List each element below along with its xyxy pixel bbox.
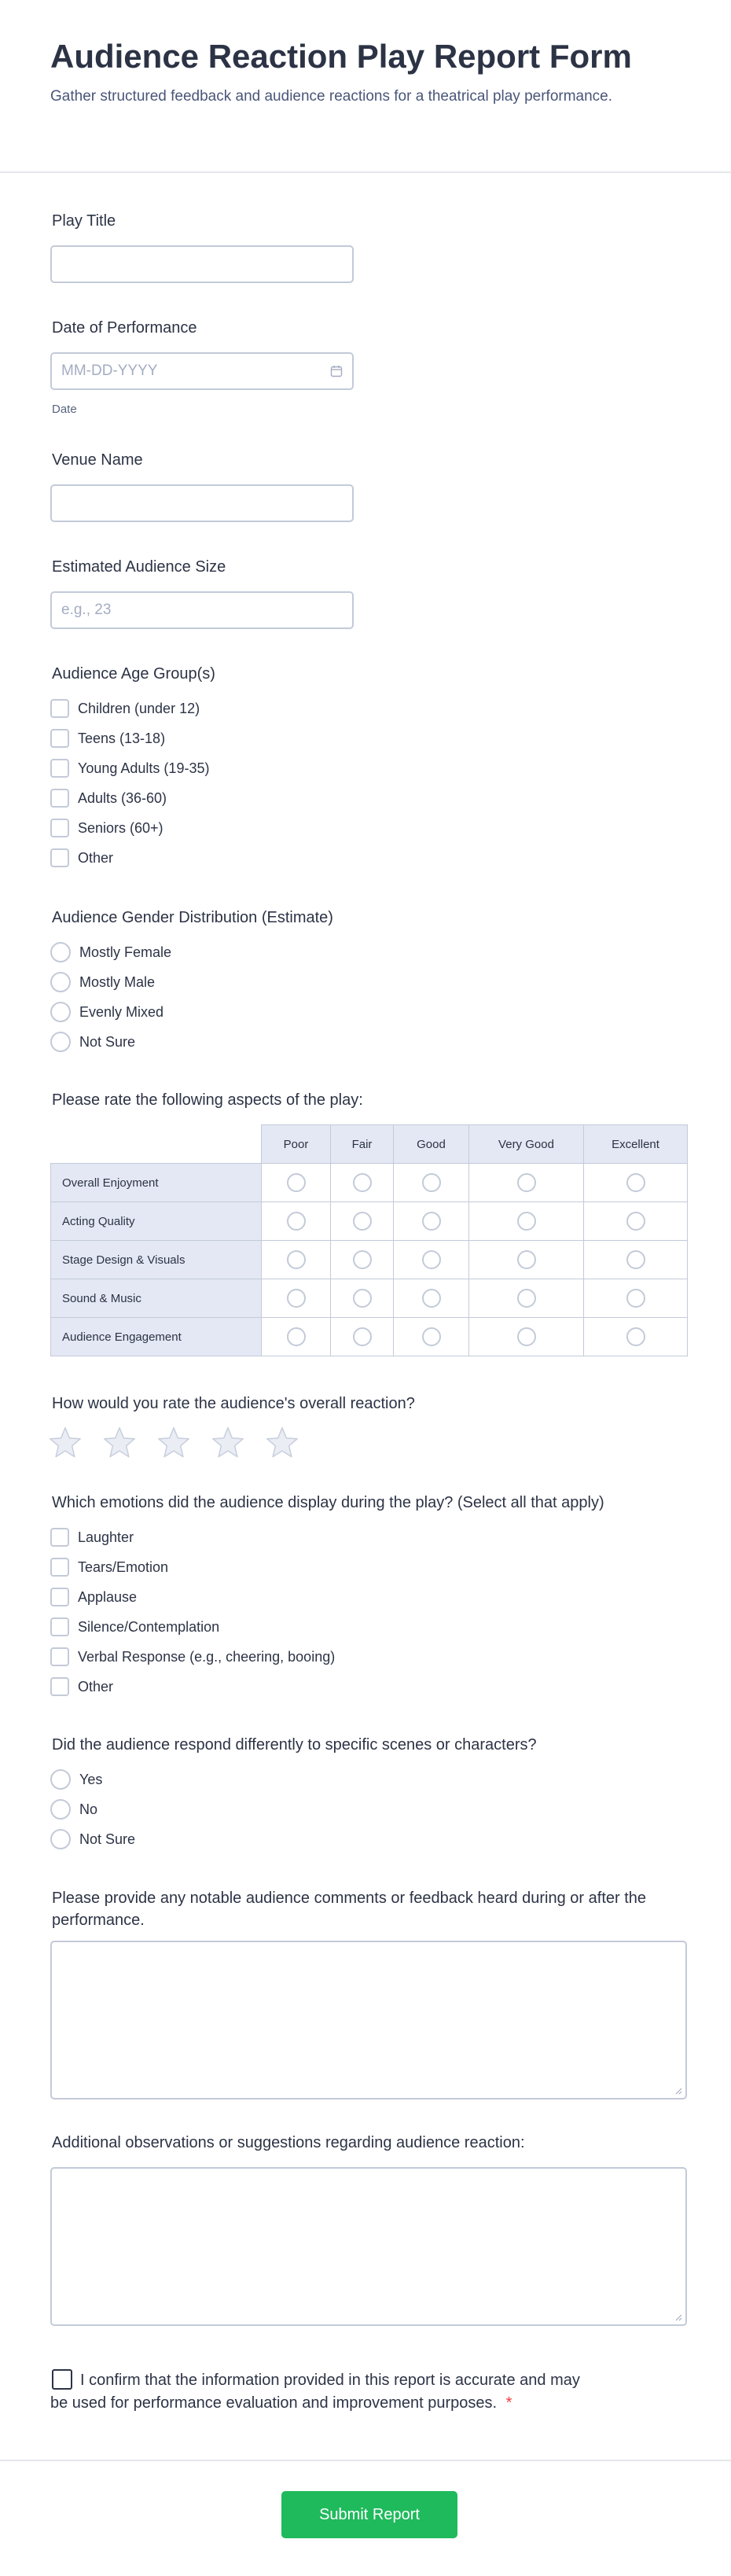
matrix-radio[interactable] <box>517 1250 536 1269</box>
gender-label: Audience Gender Distribution (Estimate) <box>52 909 333 926</box>
date-sublabel: Date <box>52 403 77 416</box>
radio-button[interactable] <box>50 942 71 962</box>
matrix-radio[interactable] <box>287 1250 306 1269</box>
checkbox[interactable] <box>50 729 69 748</box>
radio-button[interactable] <box>50 1769 71 1790</box>
matrix-radio[interactable] <box>626 1250 645 1269</box>
comments-textarea[interactable] <box>50 1941 687 2099</box>
radio-button[interactable] <box>50 1799 71 1820</box>
matrix-radio[interactable] <box>626 1327 645 1346</box>
option-label: Mostly Female <box>79 944 172 960</box>
date-placeholder: MM-DD-YYYY <box>61 362 158 379</box>
matrix-row <box>51 1318 688 1356</box>
matrix-radio[interactable] <box>353 1250 372 1269</box>
gender-option[interactable] <box>50 970 155 994</box>
star-icon[interactable] <box>156 1425 192 1461</box>
emotion-option[interactable] <box>50 1555 168 1579</box>
matrix-column-header: Good <box>394 1125 469 1164</box>
radio-button[interactable] <box>50 1002 71 1022</box>
option-label: Adults (36-60) <box>78 789 167 806</box>
gender-option[interactable] <box>50 940 171 964</box>
option-label: Evenly Mixed <box>79 1003 164 1020</box>
age-groups-label: Audience Age Group(s) <box>52 665 215 683</box>
play-title-label: Play Title <box>52 212 116 230</box>
form-title: Audience Reaction Play Report Form <box>50 38 632 75</box>
option-label: Other <box>78 849 114 866</box>
matrix-radio[interactable] <box>422 1327 441 1346</box>
star-icon[interactable] <box>101 1425 138 1461</box>
emotion-option[interactable] <box>50 1585 137 1609</box>
option-label: Seniors (60+) <box>78 819 163 836</box>
matrix-radio[interactable] <box>517 1173 536 1192</box>
matrix-radio[interactable] <box>422 1212 441 1231</box>
audience-size-label: Estimated Audience Size <box>52 558 226 576</box>
matrix-column-header: Poor <box>262 1125 331 1164</box>
option-label: Mostly Male <box>79 973 156 990</box>
confirm-text-line2 <box>50 2392 512 2415</box>
matrix-radio[interactable] <box>287 1327 306 1346</box>
venue-input[interactable] <box>50 484 354 522</box>
matrix-row-label: Overall Enjoyment <box>51 1164 262 1202</box>
respond-diff-label: Did the audience respond differently to specific scenes or characters? <box>52 1736 537 1754</box>
option-label: No <box>79 1801 98 1817</box>
matrix-column-header: Fair <box>331 1125 394 1164</box>
option-label: Yes <box>79 1771 103 1787</box>
calendar-icon[interactable] <box>330 365 343 377</box>
checkbox[interactable] <box>50 1617 69 1636</box>
matrix-row <box>51 1279 688 1318</box>
confirm-checkbox[interactable] <box>52 2369 72 2390</box>
observations-textarea[interactable] <box>50 2167 687 2326</box>
comments-label: Please provide any notable audience comments or feedback heard during or after the performance. <box>52 1890 647 1929</box>
matrix-corner <box>51 1125 262 1164</box>
star-icon[interactable] <box>210 1425 246 1461</box>
checkbox[interactable] <box>50 1588 69 1606</box>
emotion-option[interactable] <box>50 1525 134 1549</box>
star-icon[interactable] <box>264 1425 300 1461</box>
matrix-row-label: Stage Design & Visuals <box>51 1241 262 1279</box>
matrix-radio[interactable] <box>517 1212 536 1231</box>
gender-option[interactable] <box>50 1030 135 1054</box>
checkbox[interactable] <box>50 699 69 718</box>
matrix-row <box>51 1241 688 1279</box>
gender-option[interactable] <box>50 1000 163 1024</box>
option-label: Laughter <box>78 1529 134 1545</box>
option-label: Children (under 12) <box>78 700 200 716</box>
date-label: Date of Performance <box>52 319 197 337</box>
header-divider <box>0 171 731 173</box>
option-label: Young Adults (19-35) <box>78 760 210 776</box>
matrix-radio[interactable] <box>626 1212 645 1231</box>
respond-option[interactable] <box>50 1768 102 1791</box>
matrix-row <box>51 1164 688 1202</box>
emotion-option[interactable] <box>50 1645 335 1669</box>
checkbox[interactable] <box>50 1558 69 1577</box>
option-label: Not Sure <box>79 1033 136 1050</box>
age-option[interactable] <box>50 756 209 780</box>
option-label: Teens (13-18) <box>78 730 166 746</box>
audience-size-input[interactable] <box>50 591 354 629</box>
emotions-label: Which emotions did the audience display during the play? (Select all that apply) <box>52 1494 604 1511</box>
option-label: Not Sure <box>79 1831 136 1847</box>
matrix-radio[interactable] <box>287 1289 306 1308</box>
play-title-input[interactable] <box>50 245 354 283</box>
matrix-radio[interactable] <box>422 1173 441 1192</box>
option-label: Applause <box>78 1588 138 1605</box>
matrix-column-header: Very Good <box>469 1125 584 1164</box>
rating-matrix <box>50 1124 688 1356</box>
date-input[interactable] <box>50 352 354 390</box>
matrix-radio[interactable] <box>626 1173 645 1192</box>
age-option[interactable] <box>50 816 163 840</box>
star-icon[interactable] <box>47 1425 83 1461</box>
form-subtitle: Gather structured feedback and audience reactions for a theatrical play performance. <box>50 88 613 105</box>
respond-option[interactable] <box>50 1827 135 1851</box>
matrix-radio[interactable] <box>353 1212 372 1231</box>
matrix-row-label: Audience Engagement <box>51 1318 262 1356</box>
required-mark: * <box>505 2394 512 2412</box>
checkbox[interactable] <box>50 1677 69 1696</box>
observations-label: Additional observations or suggestions regarding audience reaction: <box>52 2134 525 2151</box>
resize-grip-icon[interactable] <box>674 2313 682 2321</box>
star-rating <box>47 1425 300 1461</box>
matrix-label: Please rate the following aspects of the play: <box>52 1091 363 1109</box>
matrix-radio[interactable] <box>517 1327 536 1346</box>
checkbox[interactable] <box>50 1647 69 1666</box>
resize-grip-icon[interactable] <box>674 2087 682 2095</box>
matrix-row-label: Sound & Music <box>51 1279 262 1318</box>
matrix-radio[interactable] <box>287 1173 306 1192</box>
overall-rating-label: How would you rate the audience's overall reaction? <box>52 1395 415 1412</box>
venue-label: Venue Name <box>52 451 143 469</box>
age-option[interactable] <box>50 727 165 750</box>
checkbox[interactable] <box>50 789 69 808</box>
emotion-option[interactable] <box>50 1675 113 1698</box>
footer-divider <box>0 2460 731 2461</box>
option-label: Verbal Response (e.g., cheering, booing) <box>78 1648 336 1665</box>
matrix-radio[interactable] <box>353 1327 372 1346</box>
matrix-column-header: Excellent <box>584 1125 688 1164</box>
radio-button[interactable] <box>50 972 71 992</box>
emotion-option[interactable] <box>50 1615 219 1639</box>
matrix-radio[interactable] <box>422 1289 441 1308</box>
option-label: Tears/Emotion <box>78 1558 169 1575</box>
radio-button[interactable] <box>50 1032 71 1052</box>
matrix-row-label: Acting Quality <box>51 1202 262 1241</box>
matrix-radio[interactable] <box>353 1173 372 1192</box>
checkbox[interactable] <box>50 1528 69 1547</box>
radio-button[interactable] <box>50 1829 71 1849</box>
confirm-text-line1: I confirm that the information provided in this report is accurate and may <box>80 2372 580 2389</box>
matrix-radio[interactable] <box>517 1289 536 1308</box>
respond-option[interactable] <box>50 1798 97 1821</box>
age-option[interactable] <box>50 697 200 720</box>
matrix-row <box>51 1202 688 1241</box>
checkbox[interactable] <box>50 848 69 867</box>
audience-size-placeholder: e.g., 23 <box>61 602 112 618</box>
checkbox[interactable] <box>50 819 69 837</box>
checkbox[interactable] <box>50 759 69 778</box>
option-label: Silence/Contemplation <box>78 1618 220 1635</box>
submit-button[interactable]: Submit Report <box>281 2491 457 2538</box>
matrix-radio[interactable] <box>626 1289 645 1308</box>
matrix-radio[interactable] <box>287 1212 306 1231</box>
matrix-radio[interactable] <box>353 1289 372 1308</box>
age-option[interactable] <box>50 786 167 810</box>
matrix-radio[interactable] <box>422 1250 441 1269</box>
option-label: Other <box>78 1678 114 1695</box>
confirm-text: be used for performance evaluation and improvement purposes. <box>50 2394 498 2412</box>
age-option[interactable] <box>50 846 113 870</box>
